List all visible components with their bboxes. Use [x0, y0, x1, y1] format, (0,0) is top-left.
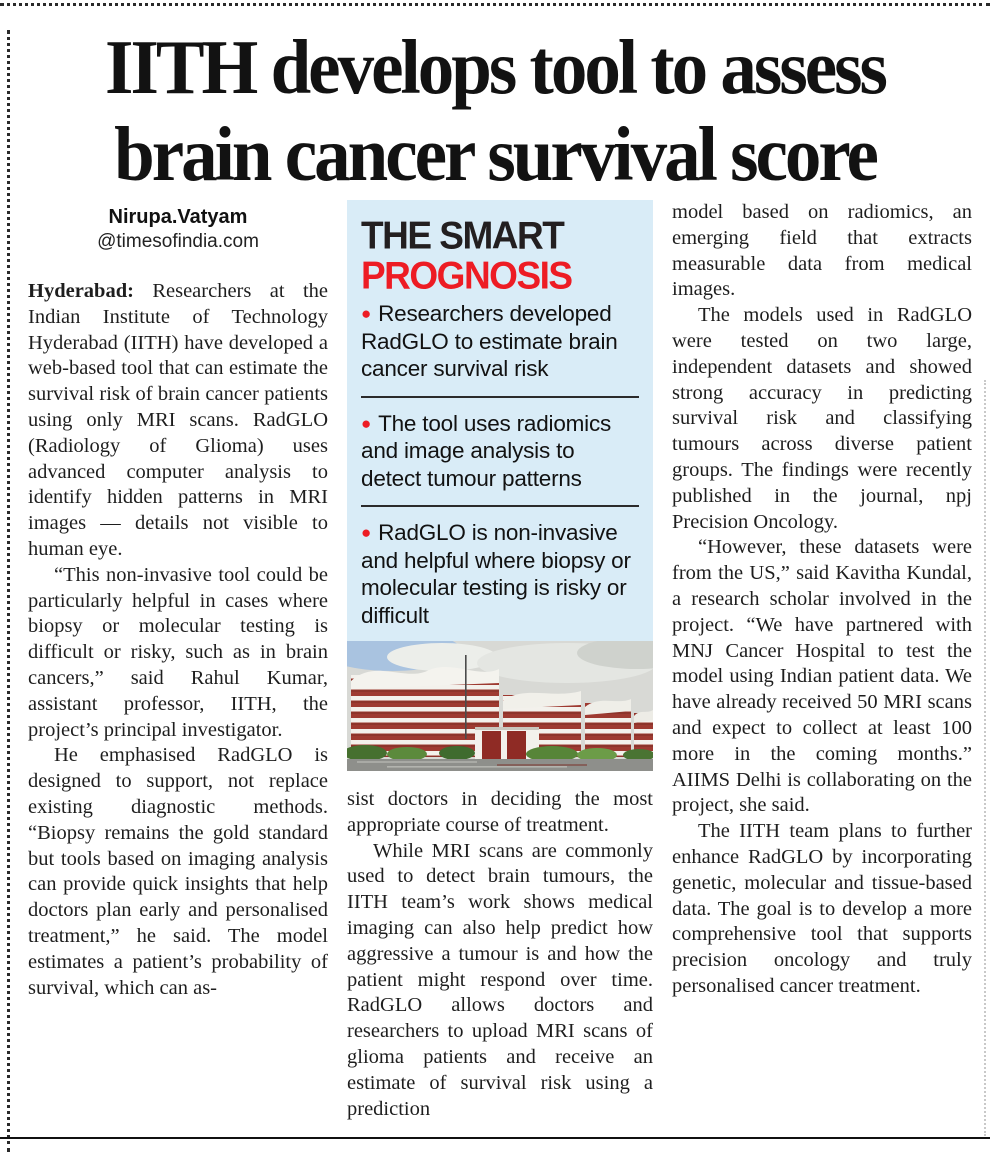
paragraph: He emphasised RadGLO is designed to support, not replace existing diagnostic methods. “Biopsy remains the gold standard but tools based on imaging analysis can provide quick insights that help doctors plan early and personalised treatment,” he said. The model estimates a patient’s probability of survival, which can as- [28, 744, 328, 999]
byline-author: Nirupa.Vatyam [108, 206, 248, 228]
dateline: Hyderabad: [28, 280, 134, 302]
bullet-dot-icon: ● [361, 413, 372, 433]
headline-line-1: IITH develops tool to assess [105, 24, 885, 110]
paragraph [28, 279, 328, 563]
infobox-bullet [361, 410, 639, 493]
bullet-dot-icon: ● [361, 523, 372, 542]
smart-prognosis-infobox [347, 200, 653, 771]
bullet-dot-icon: ● [361, 304, 372, 323]
infobox-title-line-1: THE SMART [361, 213, 564, 257]
article-columns [28, 200, 972, 1122]
bullet-text: Researchers developed RadGLO to estimate brain cancer survival risk [361, 301, 618, 381]
infobox-bullet [361, 300, 639, 383]
dotted-border-left [7, 30, 10, 1152]
infobox-separator [361, 505, 639, 507]
paragraph: The IITH team plans to further enhance RadGLO by incorporating genetic, molecular and tissue-based data. The goal is to develop a more comprehensive tool that supports precision oncology and truly personalised cancer treatment. [672, 820, 972, 997]
headline [30, 24, 960, 198]
column-left [28, 200, 328, 1122]
paragraph: The models used in RadGLO were tested on two large, independent datasets and showed strong accuracy in predicting survival risk and classifying tumours across diverse patient groups. The findings were recently published in the journal, npj Precision Oncology. [672, 304, 972, 533]
column-middle-text [347, 787, 653, 1122]
column-middle [347, 200, 653, 1122]
paragraph: While MRI scans are commonly used to detect brain tumours, the IITH team’s work shows medical imaging can also help predict how aggressive a tumour is and how the patient might respond over time. RadGLO allows doctors and researchers to upload MRI scans of glioma patients and receive an estimate of survival risk using a prediction [347, 839, 653, 1120]
bottom-rule [0, 1137, 990, 1139]
paragraph: sist doctors in deciding the most appropriate course of treatment. [347, 788, 653, 836]
paragraph-text: Researchers at the Indian Institute of Technology Hyderabad (IITH) have developed a web-based tool that can estimate the survival risk of brain cancer patients using only MRI scans. RadGLO (Radiology of Glioma) uses advanced computer analysis to identify hidden patterns in MRI images — details not visible to human eye. [28, 280, 328, 560]
bullet-text: RadGLO is non-invasive and helpful where biopsy or molecular testing is risky or difficult [361, 520, 631, 628]
infobox-title-line-2: PROGNOSIS [361, 253, 572, 297]
paragraph: “However, these datasets were from the US,” said Kavitha Kundal, a research scholar involved in the project. “We have partnered with MNJ Cancer Hospital to test the model using Indian patient data. We have already received 50 MRI scans and expect to collect at least 100 more in the coming months.” AIIMS Delhi is collaborating on the project, she said. [672, 536, 972, 817]
bullet-text: The tool uses radiomics and image analysis to detect tumour patterns [361, 410, 612, 491]
paragraph: model based on radiomics, an emerging field that extracts measurable data from medical images. [672, 201, 972, 301]
paragraph: “This non-invasive tool could be particularly helpful in cases where biopsy or molecular testing is difficult or risky, such as in brain cancers,” said Rahul Kumar, assistant professor, IITH, the project’s principal investigator. [28, 563, 328, 741]
dotted-border-top [0, 3, 990, 6]
headline-line-2: brain cancer survival score [114, 110, 876, 197]
campus-photo [347, 641, 653, 771]
byline [28, 206, 328, 253]
infobox-title [361, 213, 639, 297]
infobox-separator [361, 396, 639, 398]
byline-handle: @timesofindia.com [97, 231, 259, 252]
column-right [672, 200, 972, 1122]
dotted-border-right [984, 380, 986, 1136]
infobox-bullet [361, 519, 639, 629]
